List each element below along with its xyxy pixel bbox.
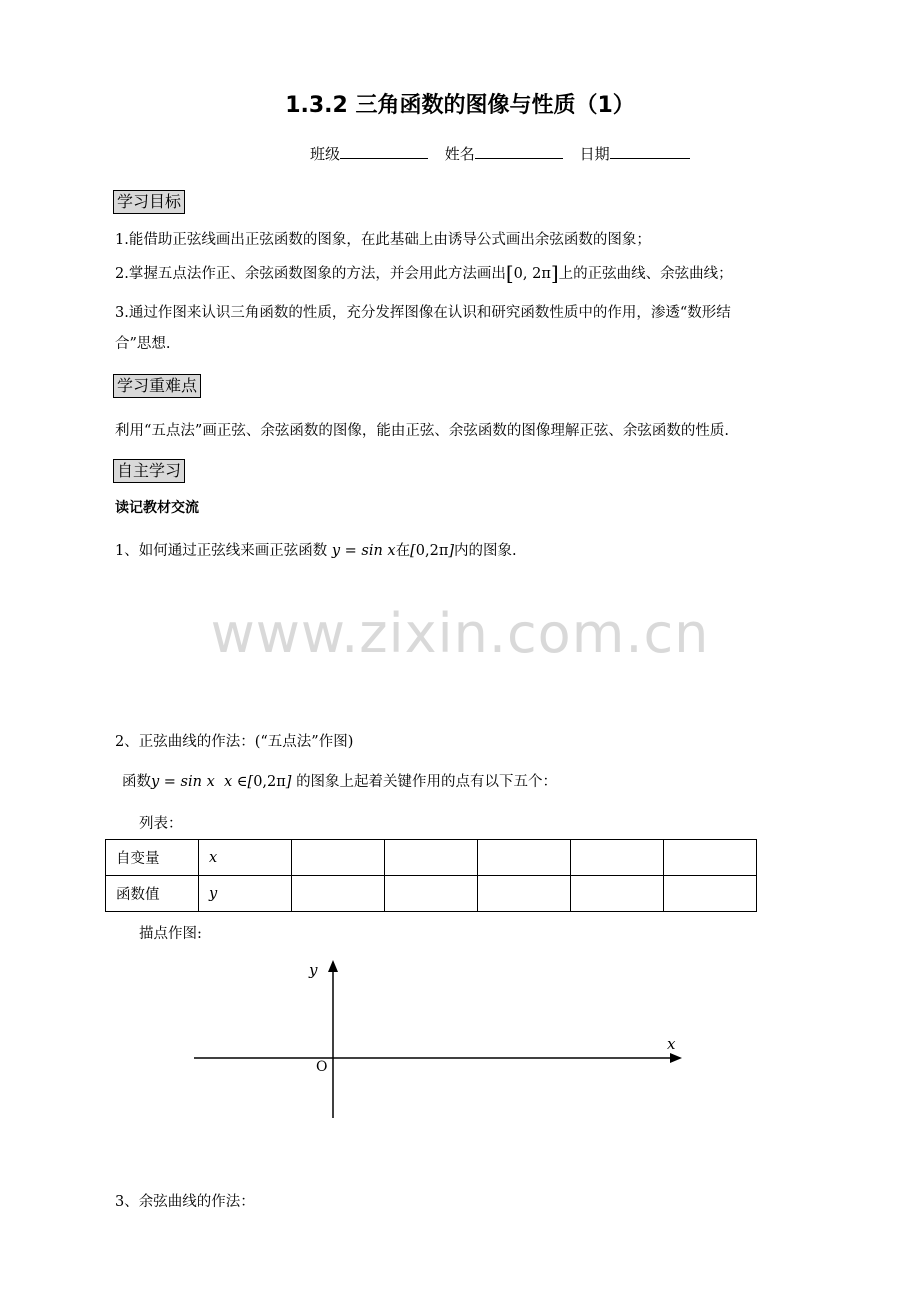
class-label: 班级 [310, 145, 341, 163]
date-label: 日期 [579, 145, 610, 163]
key-points-text: 利用“五点法”画正弦、余弦函数的图像，能由正弦、余弦函数的图像理解正弦、余弦函数的性质. [115, 423, 729, 439]
table-var-cell: y [199, 876, 292, 912]
x-axis-label: x [667, 1035, 676, 1053]
watermark: www.zixin.com.cn [210, 602, 710, 665]
page-title: 1.3.2 三角函数的图像与性质（1） [285, 93, 635, 118]
section-heading-goals: 学习目标 [113, 190, 185, 214]
origin-label: O [316, 1059, 328, 1075]
plot-label: 描点作图: [139, 926, 202, 942]
goal-item-3-cont: 合”思想. [115, 336, 171, 352]
question-3: 3、余弦曲线的作法： [115, 1194, 255, 1210]
question-1: 1、如何通过正弦线来画正弦函数 y = sin x在[0,2π]内的图象. [115, 543, 517, 559]
y-axis-label: y [309, 961, 318, 979]
goal-item-3: 3.通过作图来认识三角函数的性质，充分发挥图像在认识和研究函数性质中的作用，渗透“数形结 [115, 305, 731, 321]
subheading-reading: 读记教材交流 [115, 500, 199, 516]
name-label: 姓名 [444, 145, 475, 163]
list-label: 列表： [139, 816, 183, 832]
interval-math: [0, 2π] [505, 261, 559, 285]
goal-item-1: 1.能借助正弦线画出正弦函数的图象，在此基础上由诱导公式画出余弦函数的图象； [115, 232, 651, 248]
y-axis-arrow-icon [328, 960, 338, 972]
section-heading-key-points: 学习重难点 [113, 374, 201, 398]
table-row-label: 自变量 [106, 840, 199, 876]
question-2: 2、正弦曲线的作法：(“五点法”作图) [115, 734, 354, 750]
sin-function-math: y = sin x [331, 543, 396, 559]
question-2-detail: 函数y = sin x x ∈[0,2π] 的图象上起着关键作用的点有以下五个： [122, 774, 558, 790]
section-heading-self-study: 自主学习 [113, 459, 185, 483]
goal-item-2: 2.掌握五点法作正、余弦函数图象的方法，并会用此方法画出[0, 2π]上的正弦曲线、余弦曲线； [115, 261, 733, 285]
table-row-label: 函数值 [106, 876, 199, 912]
table-var-cell: x [199, 840, 292, 876]
x-axis-arrow-icon [670, 1053, 682, 1063]
